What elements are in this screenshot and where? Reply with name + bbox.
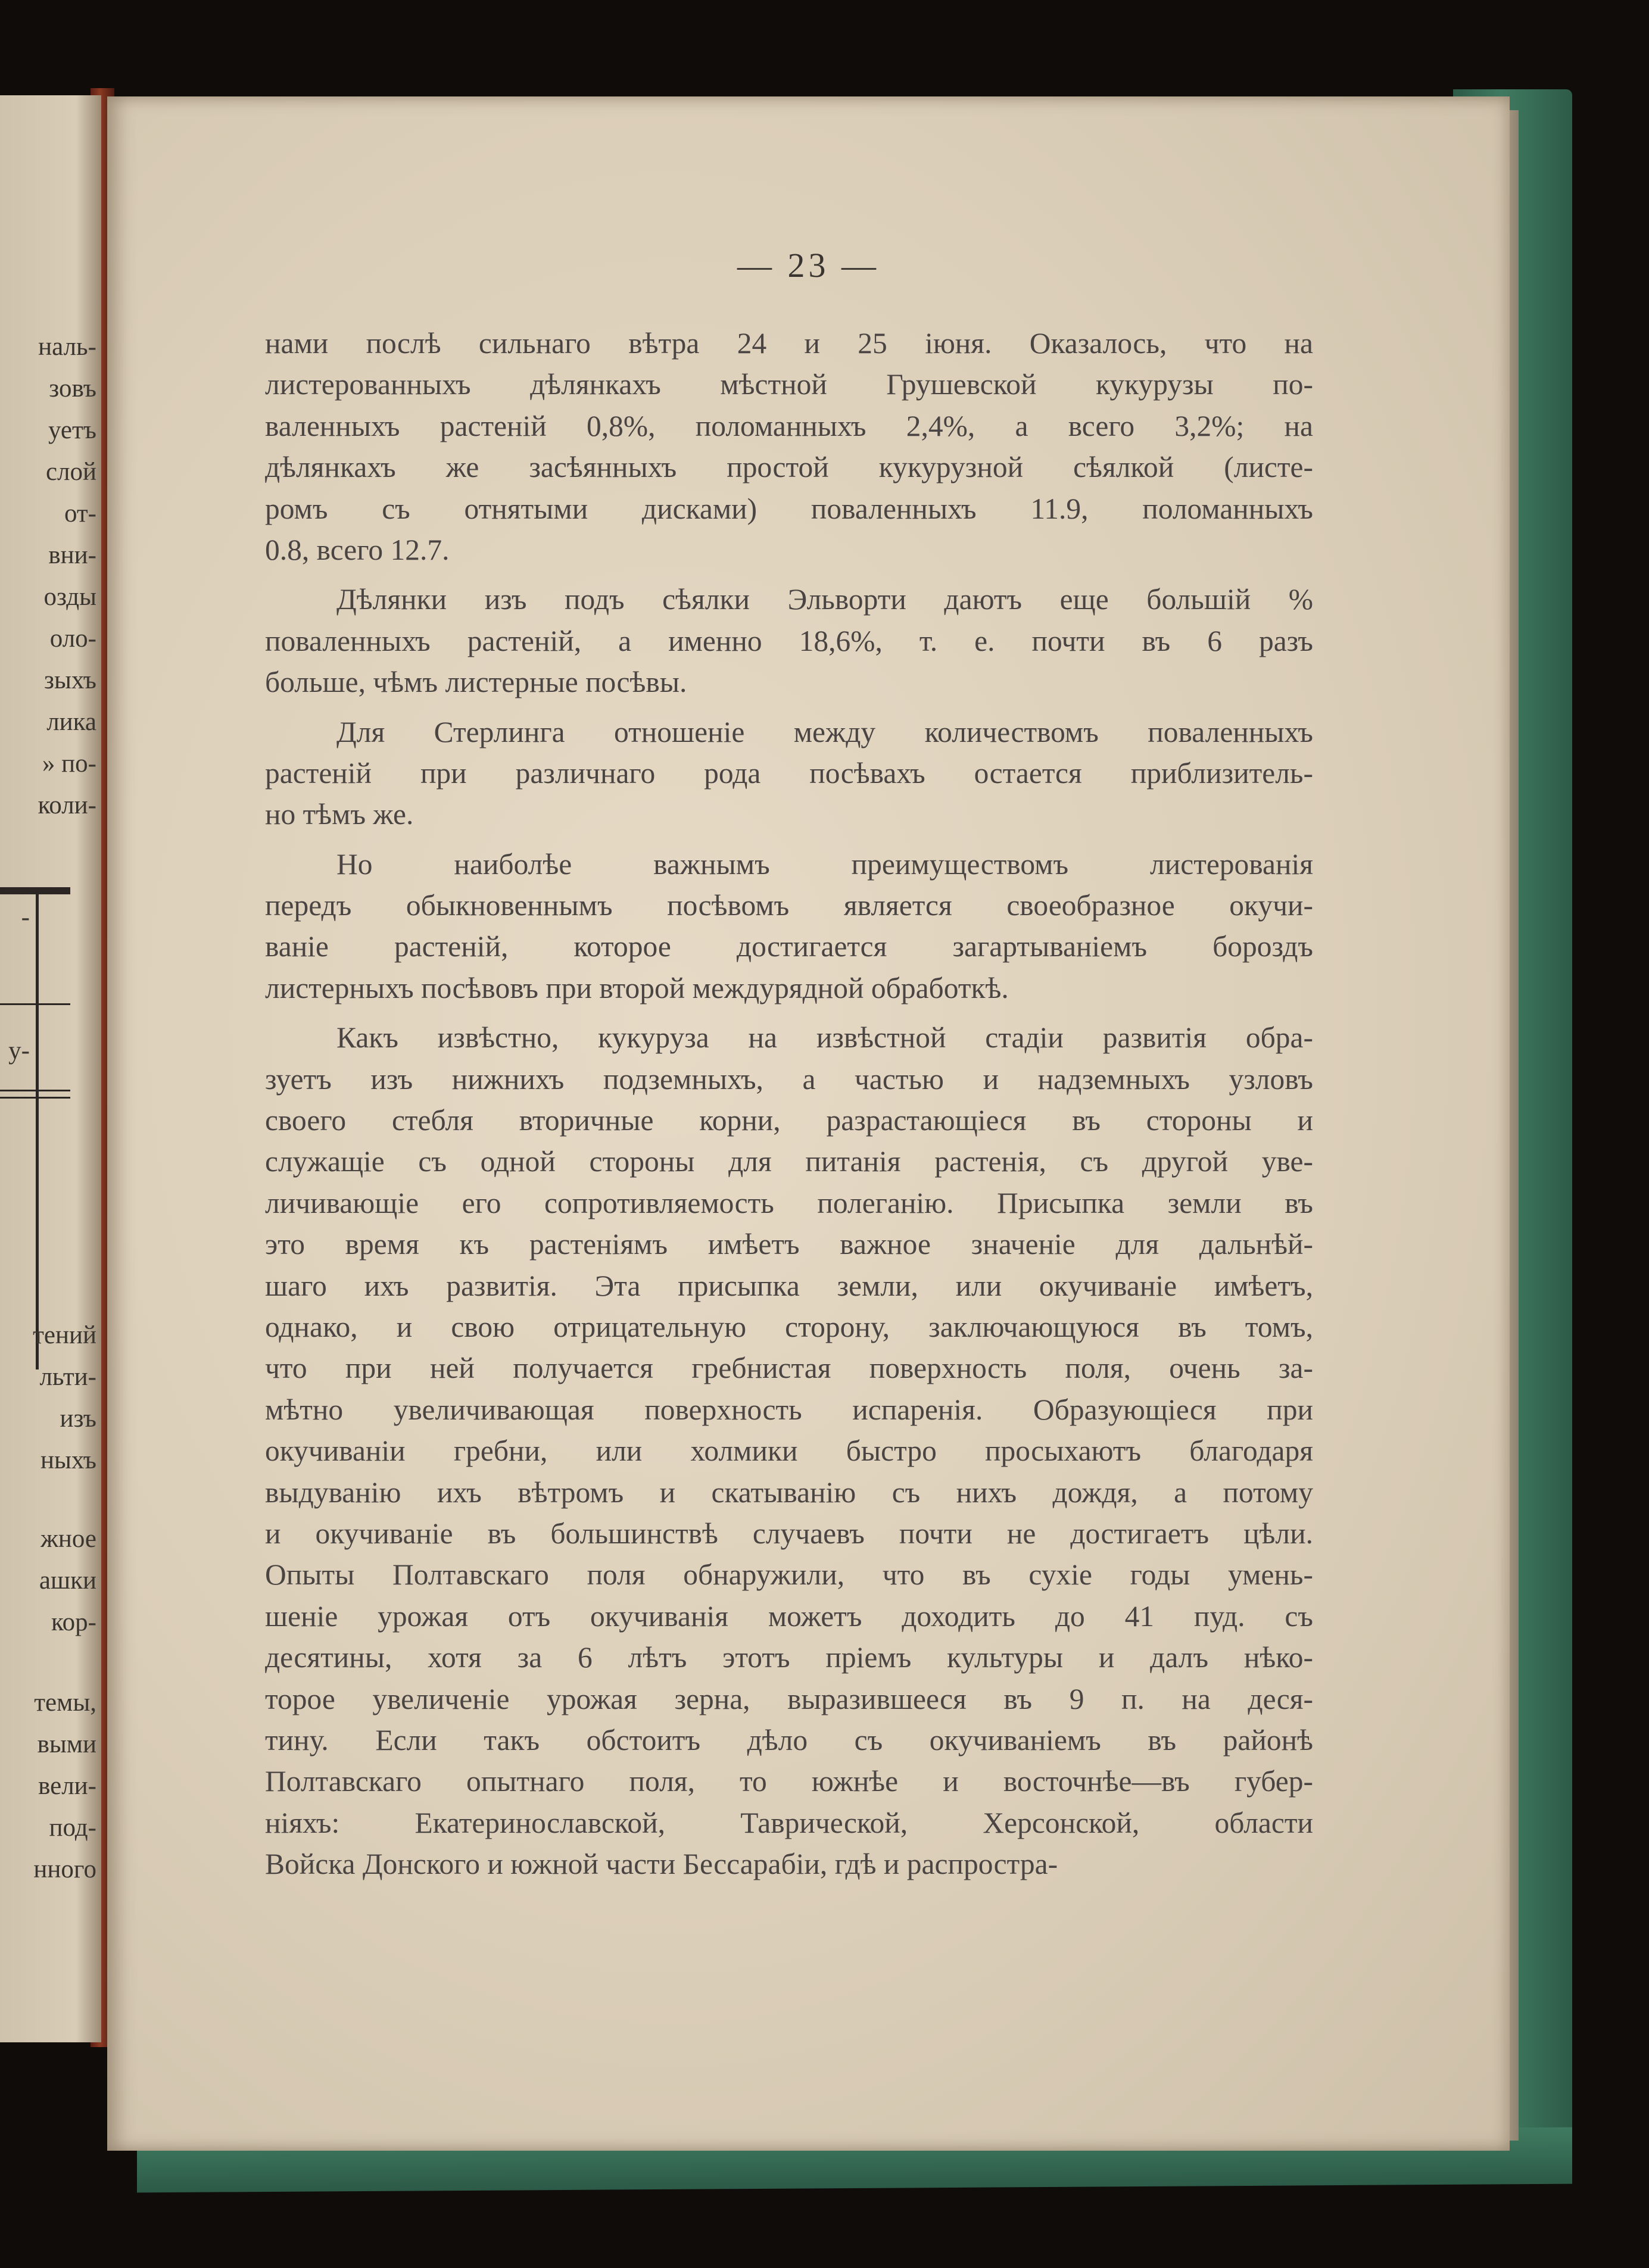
- prev-line: озды: [43, 583, 96, 611]
- text-line: нами послѣ сильнаго вѣтра 24 и 25 іюня. Оказалось, что на: [265, 327, 1313, 360]
- text-line: шеніе урожая отъ окучиванія можетъ доходить до 41 пуд. съ: [265, 1599, 1313, 1633]
- prev-line: темы,: [34, 1689, 96, 1717]
- text-line: своего стебля вторичные корни, разрастающіеся въ стороны и: [265, 1104, 1313, 1137]
- paragraph: [265, 1017, 1313, 1885]
- paragraph: [265, 323, 1313, 570]
- text-line: ніяхъ: Екатеринославской, Таврической, Херсонской, области: [265, 1806, 1313, 1839]
- table-rule: [0, 1097, 70, 1099]
- prev-line: y-: [8, 1037, 30, 1065]
- prev-line: вни-: [48, 541, 96, 569]
- text-line: десятины, хотя за 6 лѣтъ этотъ пріемъ культуры и далъ нѣко-: [265, 1641, 1313, 1674]
- prev-line: тений: [33, 1321, 96, 1349]
- prev-line: ныхъ: [40, 1446, 96, 1474]
- text-line: Дѣлянки изъ подъ сѣялки Эльворти даютъ еще большій %: [336, 583, 1313, 616]
- prev-line: наль-: [38, 333, 96, 361]
- text-line: что при ней получается гребнистая поверхность поля, очень за-: [265, 1352, 1313, 1385]
- text-line: это время къ растеніямъ имѣетъ важное значеніе для дальнѣй-: [265, 1228, 1313, 1261]
- prev-line: » по-: [42, 750, 96, 778]
- prev-line: лика: [46, 708, 96, 736]
- prev-line: вели-: [38, 1772, 96, 1800]
- text-line: ваніе растеній, которое достигается загартываніемъ бороздъ: [265, 930, 1313, 963]
- paragraph-gap: [265, 835, 1313, 844]
- text-line: растеній при различнаго рода посѣвахъ остается приблизитель-: [265, 756, 1313, 790]
- paragraph-gap: [265, 570, 1313, 579]
- previous-page-edge: [0, 95, 101, 2042]
- prev-line: кор-: [51, 1608, 96, 1636]
- table-rule: [0, 1003, 70, 1005]
- text-line: шаго ихъ развитія. Эта присыпка земли, или окучиваніе имѣетъ,: [265, 1269, 1313, 1302]
- text-line: окучиваніи гребни, или холмики быстро просыхаютъ благодаря: [265, 1434, 1313, 1468]
- text-line: листерныхъ посѣвовъ при второй междурядной обработкѣ.: [265, 971, 1009, 1004]
- page-number: — 23 —: [737, 246, 880, 285]
- text-line: ромъ съ отнятыми дисками) поваленныхъ 11.9, поломанныхъ: [265, 492, 1313, 525]
- text-line: больше, чѣмъ листерные посѣвы.: [265, 666, 687, 699]
- text-line: личивающіе его сопротивляемость полеганію. Присыпка земли въ: [265, 1186, 1313, 1219]
- paragraph: [265, 712, 1313, 835]
- text-line: тину. Если такъ обстоитъ дѣло съ окучиваніемъ въ районѣ: [265, 1723, 1313, 1757]
- prev-line: зовъ: [49, 375, 96, 403]
- prev-line: под-: [49, 1814, 96, 1842]
- prev-line: оло-: [49, 625, 96, 653]
- prev-line: жное: [40, 1525, 96, 1553]
- text-line: зуетъ изъ нижнихъ подземныхъ, а частью и надземныхъ узловъ: [265, 1062, 1313, 1096]
- text-line: мѣтно увеличивающая поверхность испаренія. Образующіеся при: [265, 1393, 1313, 1426]
- prev-line: коли-: [38, 791, 96, 819]
- text-line: и окучиваніе въ большинствѣ случаевъ почти не достигаетъ цѣли.: [265, 1517, 1313, 1550]
- text-line: 0.8, всего 12.7.: [265, 533, 450, 566]
- prev-line: выми: [37, 1730, 96, 1758]
- paragraph-gap: [265, 1009, 1313, 1017]
- text-line: Войска Донского и южной части Бессарабіи, гдѣ и распростра-: [265, 1848, 1058, 1881]
- text-line: Полтавскаго опытнаго поля, то южнѣе и восточнѣе—въ губер-: [265, 1765, 1313, 1798]
- prev-line: от-: [64, 500, 96, 528]
- text-line: торое увеличеніе урожая зерна, выразившееся въ 9 п. на деся-: [265, 1682, 1313, 1715]
- text-line: служащіе съ одной стороны для питанія растенія, съ другой уве-: [265, 1145, 1313, 1178]
- text-line: однако, и свою отрицательную сторону, заключающуюся въ томъ,: [265, 1310, 1313, 1343]
- prev-line: -: [21, 903, 30, 931]
- text-line: поваленныхъ растеній, а именно 18,6%, т. е. почти въ 6 разъ: [265, 624, 1313, 657]
- table-vertical-rule: [36, 893, 39, 1369]
- table-rule: [0, 1090, 70, 1091]
- paragraph: [265, 844, 1313, 1009]
- text-line: Какъ извѣстно, кукуруза на извѣстной стадіи развитія обра-: [336, 1021, 1313, 1055]
- prev-line: слой: [45, 458, 96, 486]
- text-line: но тѣмъ же.: [265, 798, 414, 831]
- text-line: листерованныхъ дѣлянкахъ мѣстной Грушевской кукурузы по-: [265, 368, 1313, 401]
- text-line: Опыты Полтавскаго поля обнаружили, что въ сухіе годы умень-: [265, 1558, 1313, 1592]
- prev-line: льти-: [39, 1363, 96, 1391]
- paragraph: [265, 579, 1313, 703]
- prev-line: изъ: [60, 1405, 96, 1433]
- book-page: [107, 96, 1510, 2151]
- page-body-text: [265, 323, 1313, 1885]
- prev-line: ашки: [39, 1567, 96, 1595]
- prev-line: зыхъ: [44, 666, 96, 694]
- paragraph-gap: [265, 703, 1313, 712]
- text-line: дѣлянкахъ же засѣянныхъ простой кукурузной сѣялкой (листе-: [265, 451, 1313, 484]
- table-rule: [0, 887, 70, 894]
- prev-line: нного: [33, 1855, 96, 1883]
- text-line: Но наиболѣе важнымъ преимуществомъ листерованія: [336, 847, 1313, 881]
- text-line: выдуванію ихъ вѣтромъ и скатыванію съ нихъ дождя, а потому: [265, 1475, 1313, 1509]
- prev-line: уетъ: [48, 416, 96, 444]
- text-line: валенныхъ растеній 0,8%, поломанныхъ 2,4%, а всего 3,2%; на: [265, 409, 1313, 442]
- text-line: передъ обыкновеннымъ посѣвомъ является своеобразное окучи-: [265, 889, 1313, 922]
- text-line: Для Стерлинга отношеніе между количествомъ поваленныхъ: [336, 715, 1313, 748]
